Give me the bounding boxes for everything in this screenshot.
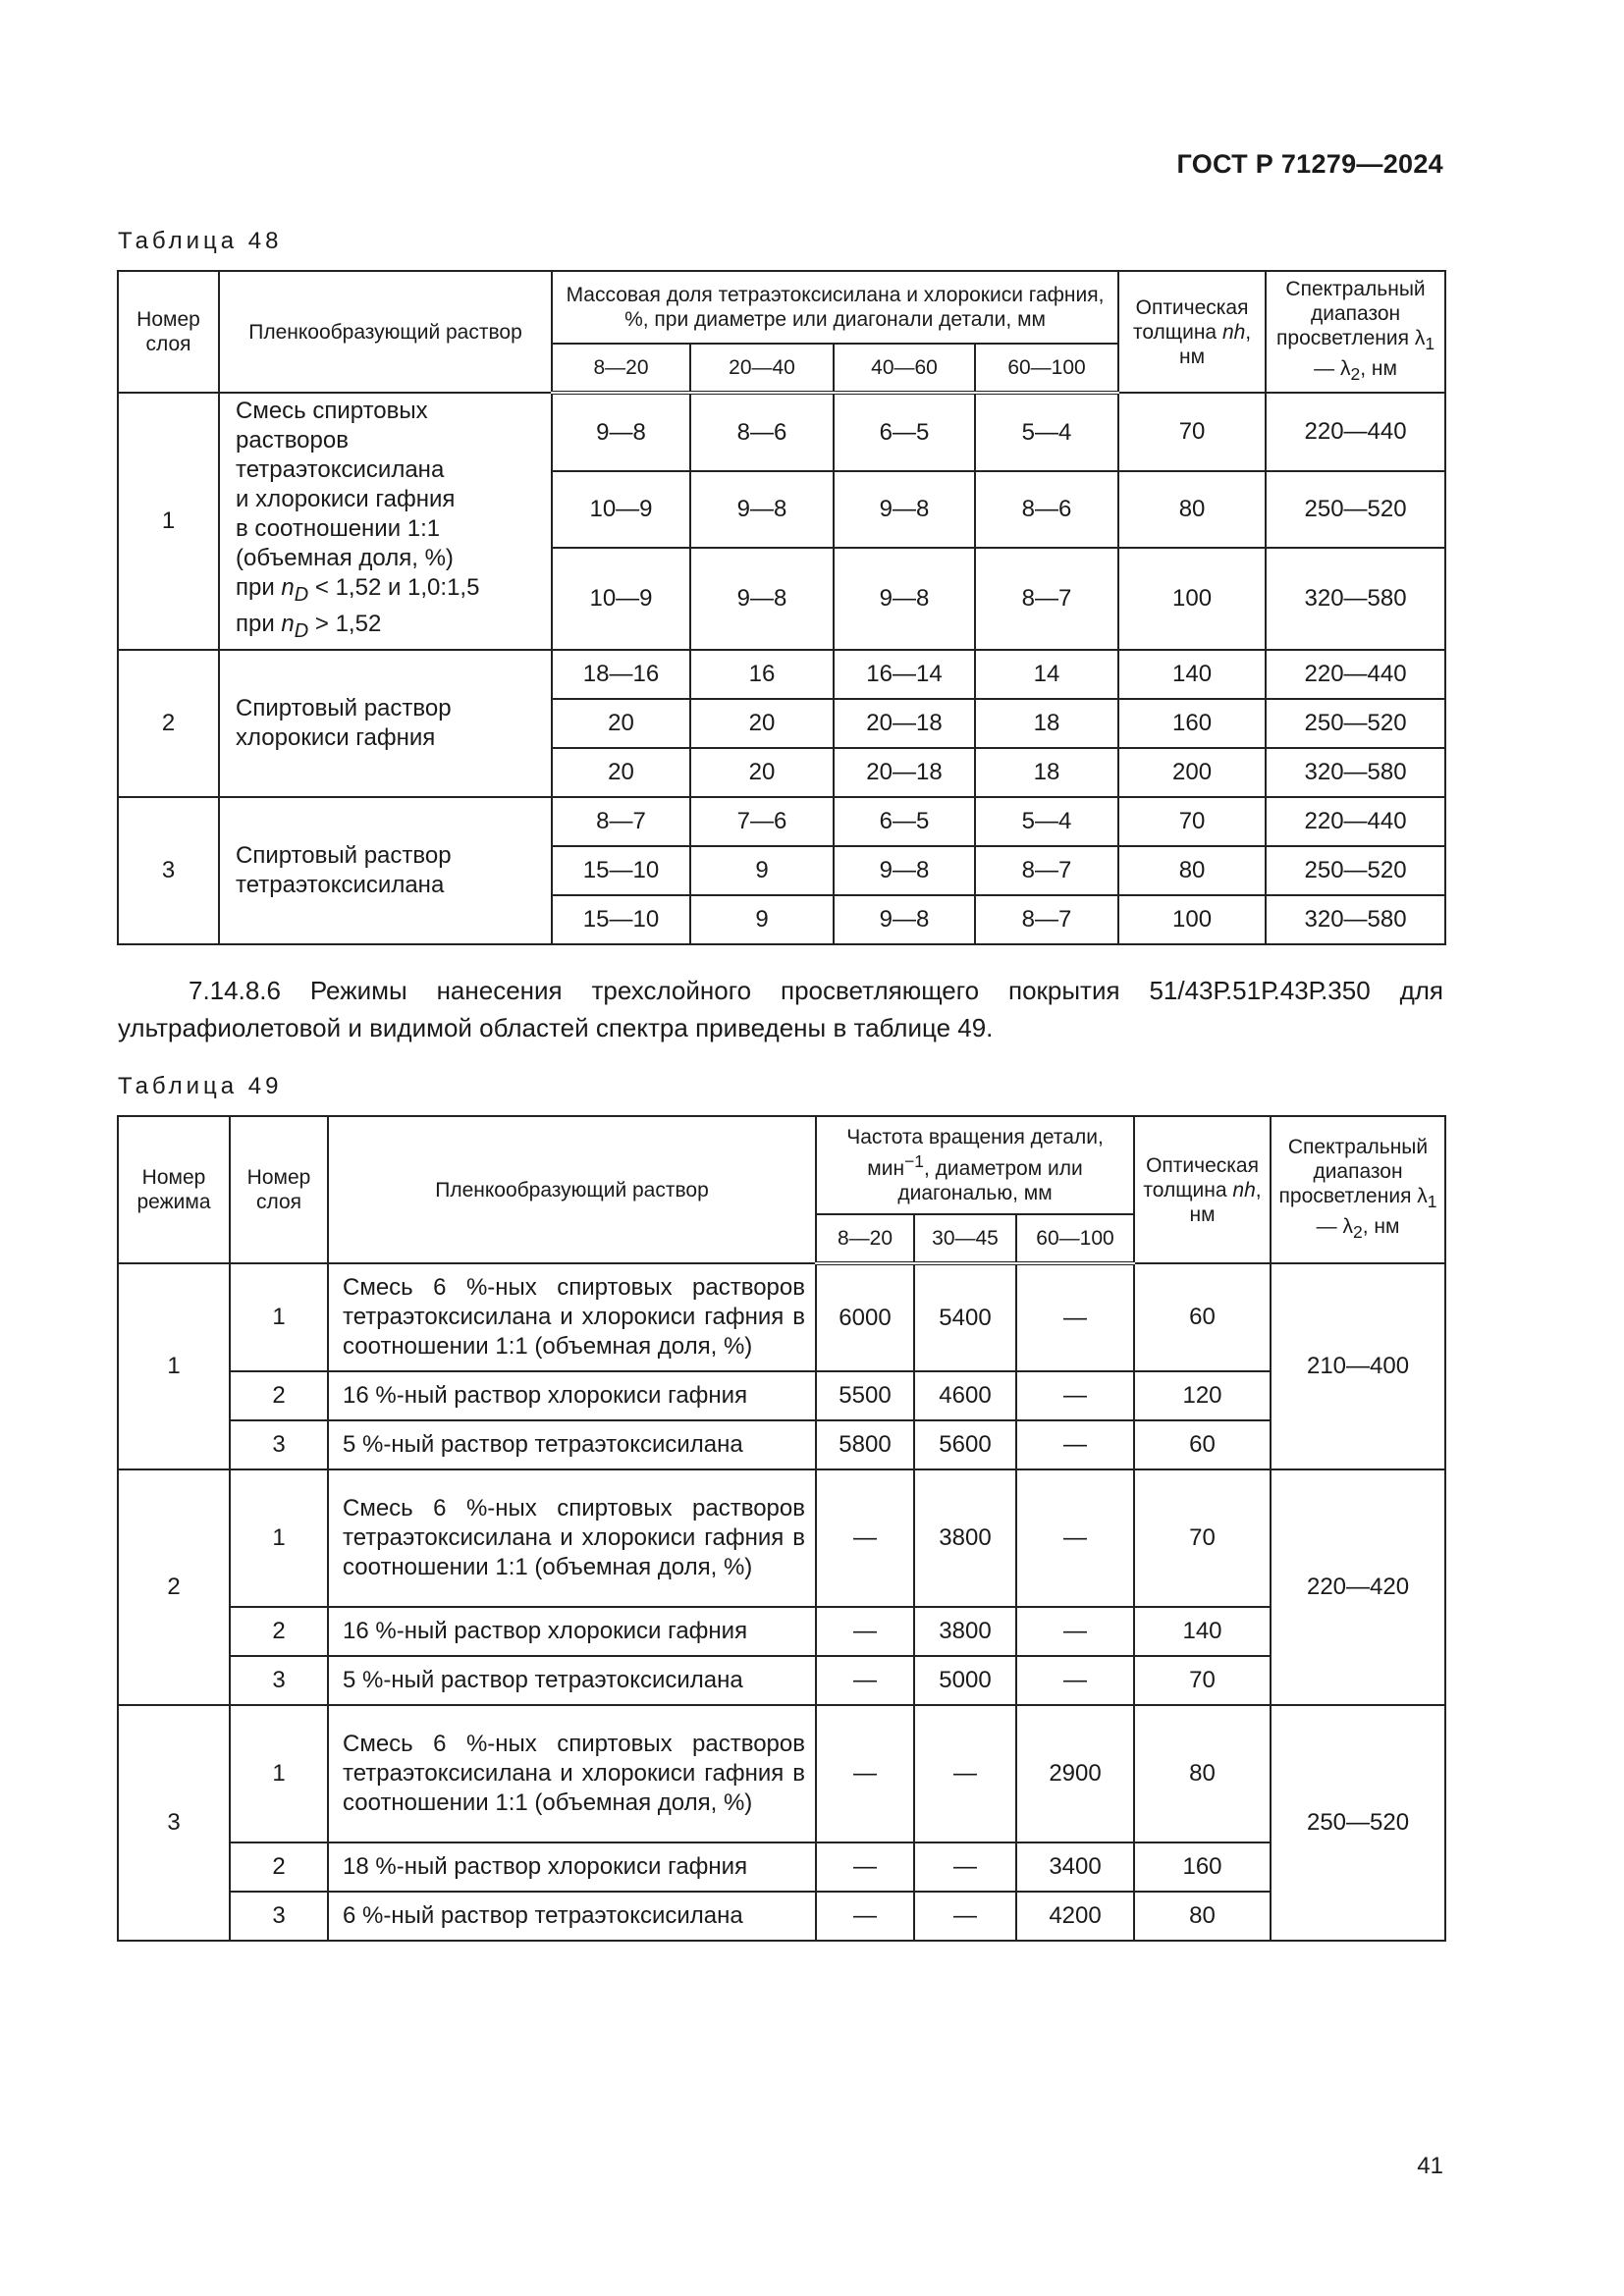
t48-value: 250—520 xyxy=(1266,471,1445,548)
t48-value: 250—520 xyxy=(1266,846,1445,895)
table-48-caption: Таблица 48 xyxy=(118,228,283,254)
t48-value: 18—16 xyxy=(552,650,690,699)
t49-value: 120 xyxy=(1134,1371,1271,1420)
t49-value: 160 xyxy=(1134,1842,1271,1892)
table-row xyxy=(118,393,1445,471)
t48-value: 320—580 xyxy=(1266,748,1445,797)
t48-value: 200 xyxy=(1118,748,1266,797)
t49-value: 4600 xyxy=(914,1371,1016,1420)
t49-value: — xyxy=(1016,1607,1134,1656)
table-49-caption: Таблица 49 xyxy=(118,1073,283,1099)
t48-value: 8—7 xyxy=(975,548,1118,650)
t48-value: 8—6 xyxy=(975,471,1118,548)
table-row xyxy=(118,1607,1445,1656)
t49-value: — xyxy=(816,1656,914,1705)
t49-value: — xyxy=(914,1842,1016,1892)
t49-layer-cell: 1 xyxy=(230,1705,328,1842)
t49-layer-cell: 1 xyxy=(230,1469,328,1607)
t49-range-cell: 220—420 xyxy=(1271,1469,1445,1705)
t49-value: 80 xyxy=(1134,1892,1271,1941)
t49-header-solution: Пленкообразующий раствор xyxy=(328,1116,816,1263)
t48-value: 8—7 xyxy=(975,846,1118,895)
t49-layer-cell: 3 xyxy=(230,1892,328,1941)
t49-value: 140 xyxy=(1134,1607,1271,1656)
t49-solution-cell: 5 %-ный раствор тетраэтоксисилана xyxy=(328,1420,816,1469)
t49-value: — xyxy=(1016,1469,1134,1607)
t48-value: 250—520 xyxy=(1266,699,1445,748)
t48-header-layer: Номер слоя xyxy=(118,271,219,393)
t48-solution-cell: Спиртовый раствор тетраэтоксисилана xyxy=(219,797,552,944)
t48-value: 8—7 xyxy=(552,797,690,846)
t48-value: 320—580 xyxy=(1266,895,1445,944)
t48-value: 7—6 xyxy=(690,797,834,846)
t49-value: — xyxy=(914,1892,1016,1941)
t49-value: 70 xyxy=(1134,1469,1271,1607)
t48-layer-cell: 3 xyxy=(118,797,219,944)
t48-value: 20—18 xyxy=(834,699,975,748)
t49-value: 4200 xyxy=(1016,1892,1134,1941)
t49-value: 3400 xyxy=(1016,1842,1134,1892)
t49-value: — xyxy=(816,1607,914,1656)
t48-value: 320—580 xyxy=(1266,548,1445,650)
t49-header-layer: Номер слоя xyxy=(230,1116,328,1263)
t49-value: 3800 xyxy=(914,1607,1016,1656)
t49-solution-cell: 5 %-ный раствор тетраэтоксисилана xyxy=(328,1656,816,1705)
table-row xyxy=(118,797,1445,846)
t48-value: 100 xyxy=(1118,895,1266,944)
t48-value: 9—8 xyxy=(834,471,975,548)
t49-layer-cell: 3 xyxy=(230,1656,328,1705)
t48-value: 20 xyxy=(552,699,690,748)
t49-value: — xyxy=(1016,1263,1134,1371)
t48-value: 80 xyxy=(1118,471,1266,548)
t48-value: 18 xyxy=(975,699,1118,748)
table-row xyxy=(118,1892,1445,1941)
t49-value: 60 xyxy=(1134,1263,1271,1371)
t48-value: 70 xyxy=(1118,797,1266,846)
t48-layer-cell: 1 xyxy=(118,393,219,650)
t49-value: 3800 xyxy=(914,1469,1016,1607)
t49-solution-cell: Смесь 6 %-ных спиртовых растворов тетраэтоксисилана и хлорокиси гафния в соотношении 1:1 (объемная доля, %) xyxy=(328,1705,816,1842)
t48-value: 220—440 xyxy=(1266,393,1445,471)
t49-layer-cell: 2 xyxy=(230,1607,328,1656)
t49-value: 6000 xyxy=(816,1263,914,1371)
t48-value: 5—4 xyxy=(975,797,1118,846)
t49-range-cell: 210—400 xyxy=(1271,1263,1445,1469)
table-row xyxy=(118,650,1445,699)
section-paragraph: 7.14.8.6 Режимы нанесения трехслойного просветляющего покрытия 51/43Р.51Р.43Р.350 для ультрафиолетовой и видимой областей спектра приведены в таблице 49. xyxy=(118,976,1443,1042)
t48-value: 70 xyxy=(1118,393,1266,471)
t48-value: 8—6 xyxy=(690,393,834,471)
t48-value: 10—9 xyxy=(552,471,690,548)
t48-value: 15—10 xyxy=(552,846,690,895)
t48-header-d2: 20—40 xyxy=(690,344,834,393)
t48-value: 10—9 xyxy=(552,548,690,650)
t49-layer-cell: 2 xyxy=(230,1842,328,1892)
t49-header-optical-thickness: Оптическая толщина nh, нм xyxy=(1134,1116,1271,1263)
document-designation: ГОСТ Р 71279—2024 xyxy=(1176,149,1443,179)
t49-value: 2900 xyxy=(1016,1705,1134,1842)
t49-value: — xyxy=(914,1705,1016,1842)
t49-value: 5400 xyxy=(914,1263,1016,1371)
t48-value: 20 xyxy=(690,748,834,797)
t48-value: 9—8 xyxy=(552,393,690,471)
t48-value: 9—8 xyxy=(690,548,834,650)
t49-header-d2: 30—45 xyxy=(914,1214,1016,1263)
t48-header-mass-fraction: Массовая доля тетраэтоксисилана и хлорокиси гафния, %, при диаметре или диагонали детали, мм xyxy=(552,271,1118,344)
t49-value: — xyxy=(816,1705,914,1842)
t49-solution-cell: 16 %-ный раствор хлорокиси гафния xyxy=(328,1607,816,1656)
t48-value: 8—7 xyxy=(975,895,1118,944)
t49-solution-cell: 6 %-ный раствор тетраэтоксисилана xyxy=(328,1892,816,1941)
t49-value: 60 xyxy=(1134,1420,1271,1469)
t49-solution-cell: Смесь 6 %-ных спиртовых растворов тетраэтоксисилана и хлорокиси гафния в соотношении 1:1 (объемная доля, %) xyxy=(328,1263,816,1371)
t49-solution-cell: 18 %-ный раствор хлорокиси гафния xyxy=(328,1842,816,1892)
t48-value: 15—10 xyxy=(552,895,690,944)
t48-header-d1: 8—20 xyxy=(552,344,690,393)
t48-solution-cell: Смесь спиртовых растворов тетраэтоксисилана и хлорокиси гафния в соотношении 1:1 (объемная доля, %) при $n_D < 1,52$ и 1,0:1,5 при $n_D > 1,52$ xyxy=(219,393,552,650)
t49-header-mode: Номер режима xyxy=(118,1116,230,1263)
t49-solution-cell: 16 %-ный раствор хлорокиси гафния xyxy=(328,1371,816,1420)
t48-layer-cell: 2 xyxy=(118,650,219,797)
t49-value: — xyxy=(816,1892,914,1941)
t48-header-solution: Пленкообразующий раствор xyxy=(219,271,552,393)
page-number: 41 xyxy=(1417,2153,1443,2179)
t49-mode-cell: 1 xyxy=(118,1263,230,1469)
t49-value: — xyxy=(816,1469,914,1607)
t49-value: — xyxy=(1016,1656,1134,1705)
t49-value: — xyxy=(1016,1371,1134,1420)
t48-value: 220—440 xyxy=(1266,650,1445,699)
t48-value: 16—14 xyxy=(834,650,975,699)
t48-value: 5—4 xyxy=(975,393,1118,471)
t49-mode-cell: 2 xyxy=(118,1469,230,1705)
table-row xyxy=(118,1263,1445,1371)
t48-value: 14 xyxy=(975,650,1118,699)
t48-value: 6—5 xyxy=(834,797,975,846)
table-row xyxy=(118,1842,1445,1892)
t48-solution-cell: Спиртовый раствор хлорокиси гафния xyxy=(219,650,552,797)
t48-value: 9—8 xyxy=(690,471,834,548)
t48-value: 220—440 xyxy=(1266,797,1445,846)
t48-header-d4: 60—100 xyxy=(975,344,1118,393)
t49-header-rotation-frequency: Частота вращения детали, мин$^{-1}$, диаметром или диагональю, мм xyxy=(816,1116,1134,1214)
t49-value: 80 xyxy=(1134,1705,1271,1842)
t48-value: 100 xyxy=(1118,548,1266,650)
table-row xyxy=(118,1371,1445,1420)
t49-value: 5800 xyxy=(816,1420,914,1469)
t49-header-d3: 60—100 xyxy=(1016,1214,1134,1263)
t48-value: 80 xyxy=(1118,846,1266,895)
t49-value: 70 xyxy=(1134,1656,1271,1705)
table-row xyxy=(118,1705,1445,1842)
t48-header-optical-thickness: Оптическая толщина nh, нм xyxy=(1118,271,1266,393)
t48-value: 20 xyxy=(552,748,690,797)
t49-range-cell: 250—520 xyxy=(1271,1705,1445,1941)
t49-mode-cell: 3 xyxy=(118,1705,230,1941)
table-row xyxy=(118,1420,1445,1469)
t48-value: 16 xyxy=(690,650,834,699)
t48-value: 9—8 xyxy=(834,548,975,650)
t48-value: 9 xyxy=(690,846,834,895)
t49-solution-cell: Смесь 6 %-ных спиртовых растворов тетраэтоксисилана и хлорокиси гафния в соотношении 1:1 (объемная доля, %) xyxy=(328,1469,816,1607)
t49-layer-cell: 1 xyxy=(230,1263,328,1371)
t49-layer-cell: 2 xyxy=(230,1371,328,1420)
t48-value: 20—18 xyxy=(834,748,975,797)
t48-value: 140 xyxy=(1118,650,1266,699)
table-row xyxy=(118,1656,1445,1705)
t49-value: — xyxy=(816,1842,914,1892)
t48-value: 160 xyxy=(1118,699,1266,748)
t49-header-spectral-range: Спектральный диапазон просветления $\lambda_1—$ $\lambda_2$, нм xyxy=(1271,1116,1445,1263)
table-row xyxy=(118,1469,1445,1607)
t49-value: 5500 xyxy=(816,1371,914,1420)
t48-header-spectral-range: Спектральный диапазон просветления $\lambda_1—$ $\lambda_2$, нм xyxy=(1266,271,1445,393)
table-48 xyxy=(117,270,1446,945)
t48-value: 18 xyxy=(975,748,1118,797)
t48-value: 6—5 xyxy=(834,393,975,471)
t48-header-d3: 40—60 xyxy=(834,344,975,393)
t49-value: — xyxy=(1016,1420,1134,1469)
t48-value: 9 xyxy=(690,895,834,944)
t48-value: 20 xyxy=(690,699,834,748)
t49-layer-cell: 3 xyxy=(230,1420,328,1469)
t48-value: 9—8 xyxy=(834,895,975,944)
table-49 xyxy=(117,1115,1446,1942)
t49-value: 5000 xyxy=(914,1656,1016,1705)
t49-header-d1: 8—20 xyxy=(816,1214,914,1263)
t48-value: 9—8 xyxy=(834,846,975,895)
t49-value: 5600 xyxy=(914,1420,1016,1469)
